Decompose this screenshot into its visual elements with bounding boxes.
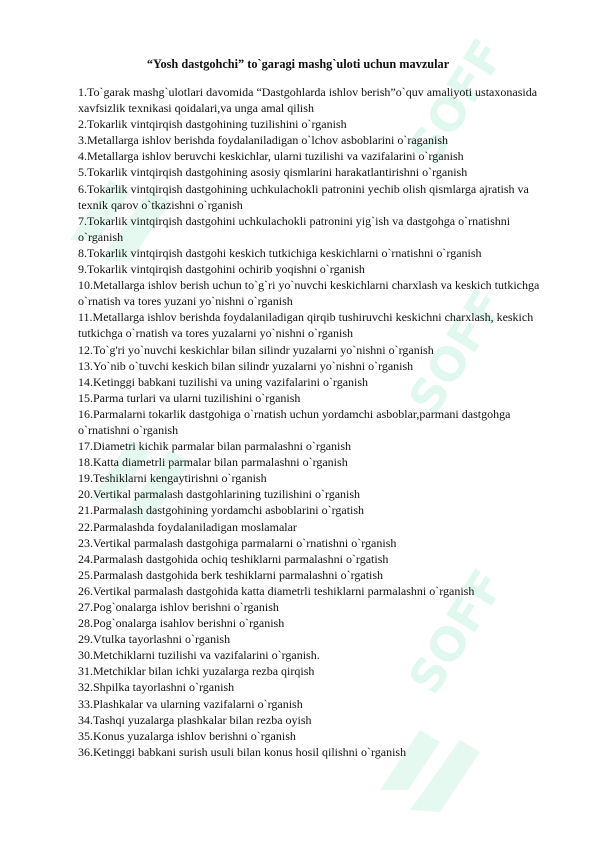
topic-item: 12.To`g'ri yo`nuvchi keskichlar bilan silindr yuzalarni yo`nishni o`rganish [78,342,434,357]
document-title: “Yosh dastgohchi” to`garagi mashg`uloti uchun mavzular [146,57,450,71]
topic-item: 15.Parma turlari va ularni tuzilishini o`rganish [78,390,301,405]
topic-item: 4.Metallarga ishlov beruvchi keskichlar, ularni tuzilishi va vazifalarini o`rganish [78,149,464,164]
watermark-text: SOFF [397,29,516,174]
topic-item: 5.Tokarlik vintqirqish dastgohining asosiy qismlarini harakatlantirishni o`rganish [78,165,468,180]
topic-item: 20.Vertikal parmalash dastgohlarining tuzilishini o`rganish [78,487,361,502]
topic-item: 23.Vertikal parmalash dastgohiga parmalarni o`rnatishni o`rganish [78,535,397,550]
topic-item: 19.Teshiklarni kengaytirishni o`rganish [78,471,267,486]
topic-item: 9.Tokarlik vintqirqish dastgohini ochirib yoqishni o`rganish [78,262,365,277]
topic-item: 11.Metallarga ishlov berishda foydalaniladigan qirqib tushiruvchi keskichni charxlash, keskich tutkichga o`rnatish va tores yuzalarni yo`nishni o`rganish [78,310,534,341]
topic-item: 26.Vertikal parmalash dastgohida katta diametrli teshiklarni parmalashni o`rganish [78,583,475,598]
topic-item: 30.Metchiklarni tuzilishi va vazifalarini o`rganish. [78,648,320,663]
topic-item: 24.Parmalash dastgohida ochiq teshiklarni parmalashni o`rgatish [78,551,389,566]
topic-item: 33.Plashkalar va ularning vazifalarni o`rganish [78,696,303,711]
topic-item: 13.Yo`nib o`tuvchi keskich bilan silindr yuzalarni yo`nishni o`rganish [78,358,414,373]
topic-item: 36.Ketinggi babkani surish usuli bilan konus hosil qilishni o`rganish [78,744,407,759]
topic-item: 21.Parmalash dastgohining yordamchi asboblarini o`rgatish [78,503,365,518]
topic-item: 17.Diametri kichik parmalar bilan parmalashni o`rganish [78,439,352,454]
topic-item: 3.Metallarga ishlov berishda foydalaniladigan o`lchov asboblarini o`raganish [78,133,449,148]
topic-item: 6.Tokarlik vintqirqish dastgohining uchkulachokli patronini yechib olish qismlarga ajratish va texnik qarov o`tkazishni o`rganish [78,181,529,212]
topic-item: 29.Vtulka tayorlashni o`rganish [78,632,231,647]
topic-item: 22.Parmalashda foydalaniladigan moslamalar [78,519,297,534]
watermark-text: SOFF [397,559,516,704]
topic-item: 25.Parmalash dastgohida berk teshiklarni parmalashni o`rgatish [78,567,384,582]
topic-item: 28.Pog`onalarga isahlov berishni o`rganish [78,616,285,631]
topic-item: 16.Parmalarni tokarlik dastgohiga o`rnatish uchun yordamchi asboblar,parmani dastgohga o`rnatishni o`rganish [78,406,511,437]
topic-item: 1.To`garak mashg`ulotlari davomida “Dastgohlarda ishlov berish”o`quv amaliyoti ustaxonasida xavfsizlik texnikasi qoidalari,va unga amal qilish [78,85,538,116]
watermark-text: SOFF [397,279,516,424]
topic-item: 2.Tokarlik vintqirqish dastgohining tuzilishini o`rganish [78,117,347,132]
topic-item: 8.Tokarlik vintqirqish dastgohi keskich tutkichiga keskichlarni o`rnatishni o`rganish [78,245,482,260]
topic-item: 31.Metchiklar bilan ichki yuzalarga rezba qirqish [78,664,315,679]
topic-item: 35.Konus yuzalarga ishlov berishni o`rganish [78,728,296,743]
topic-item: 18.Katta diametrli parmalar bilan parmalashni o`rganish [78,455,348,470]
topic-item: 7.Tokarlik vintqirqish dastgohini uchkulachokli patronini yig`ish va dastgohga o`rnatishni o`rganish [78,213,511,244]
topic-item: 14.Ketinggi babkani tuzilishi va uning vazifalarini o`rganish [78,374,369,389]
topic-item: 27.Pog`onalarga ishlov berishni o`rganish [78,600,279,614]
topic-item: 32.Shpilka tayorlashni o`rganish [78,680,235,695]
topic-item: 34.Tashqi yuzalarga plashkalar bilan rezba oyish [78,712,312,727]
topic-item: 10.Metallarga ishlov berish uchun to`g`ri yo`nuvchi keskichlarni charxlash va keskich tutkichga o`rnatish va tores yuzani yo`nishni o`rganish [78,278,540,309]
topic-list [78,84,553,760]
